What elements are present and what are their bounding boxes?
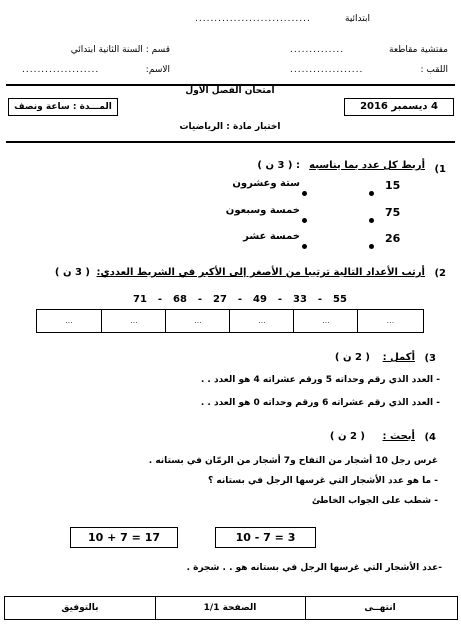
q1-word-3: خمسة عشر [243, 231, 300, 242]
strip-cell-5[interactable]: ... [293, 310, 358, 332]
q3-title [370, 352, 415, 363]
q4-number: 4) [424, 432, 436, 443]
q4-score: ( 2 ن ) [329, 431, 365, 442]
q3-line-2: - العدد الذي رقم عشراته 6 ورقم وحداته 0 هو العدد . . [200, 398, 440, 408]
school-label: ابتدائية [345, 14, 370, 24]
equation-left: 10 + 7 = 17 [87, 531, 161, 544]
q2-number: 2) [434, 268, 446, 279]
name-label: الاسم: [145, 65, 170, 75]
q1-score: : ( 3 ن ) [257, 160, 300, 171]
subject-text: اختبار مادة : الرياضيات [179, 122, 281, 132]
q1-word-2: خمسة وسبعون [225, 205, 300, 216]
equation-right: 10 - 7 = 3 [235, 531, 296, 544]
bullet-icon [302, 218, 307, 223]
bullet-icon [369, 244, 374, 249]
q2-title-text: أرتب الأعداد التالية ترتيبا من الأصغر إلى الأكبر في الشريط العددي: [96, 267, 425, 278]
bullet-icon [302, 191, 307, 196]
equation-box-left[interactable] [70, 527, 178, 548]
subject-divider [6, 141, 455, 143]
q3-line-1: - العدد الذي رقم وحداته 5 ورقم عشراته 4 هو العدد . . [200, 375, 440, 385]
q4-line-4: -عدد الأشجار التي غرسها الرجل في بستانه هو . . شجرة . [186, 563, 442, 573]
strip-cell-4[interactable]: ... [229, 310, 294, 332]
footer-box [4, 596, 458, 620]
q1-number: 1) [434, 164, 446, 175]
q1-number-3: 26 [385, 232, 401, 245]
inspectorate-dots: .............. [290, 45, 345, 55]
bullet-icon [369, 218, 374, 223]
q1-bullet-w1 [302, 183, 307, 202]
strip-cell-6[interactable]: ... [357, 310, 423, 332]
q1-bullet-3 [369, 236, 374, 255]
q1-word-1: ستة وعشرون [232, 178, 300, 189]
bullet-icon [302, 244, 307, 249]
duration-box [8, 98, 118, 116]
q1-title [300, 160, 425, 171]
q4-line-1: غرس رجل 10 أشجار من التفاح و7 أشجار من الرمّان في بستانه . [148, 456, 438, 466]
strip-cell-3[interactable]: ... [165, 310, 230, 332]
q1-bullet-2 [369, 210, 374, 229]
equation-box-right[interactable] [215, 527, 316, 548]
q1-bullet-1 [369, 183, 374, 202]
q4-title [365, 431, 415, 442]
number-strip [36, 309, 424, 333]
bullet-icon [369, 191, 374, 196]
q3-number: 3) [424, 353, 436, 364]
q2-title [90, 267, 425, 278]
surname-dots: ................... [290, 65, 364, 75]
q2-sequence: 71 - 68 - 27 - 49 - 33 - 55 [133, 294, 347, 305]
name-dots: .................... [22, 65, 100, 75]
q3-score: ( 2 ن ) [334, 352, 370, 363]
q4-line-3: - شطب على الجواب الخاطئ [311, 496, 438, 506]
q1-bullet-w2 [302, 210, 307, 229]
q1-title-text: أربط كل عدد بما يناسبه [309, 160, 425, 171]
footer-luck: بالتوفيق [61, 603, 99, 613]
footer-page: الصفحة 1/1 [203, 603, 257, 613]
date-box [344, 98, 454, 116]
inspectorate-label: مفتشية مقاطعة [389, 45, 448, 55]
strip-cell-2[interactable]: ... [101, 310, 166, 332]
duration-text: المـــدة : ساعة ونصف [14, 102, 112, 112]
q3-title-text: أكمل : [382, 352, 415, 363]
exam-title: امتحان الفصل الأول [185, 86, 275, 96]
date-text: 4 ديسمبر 2016 [360, 101, 438, 112]
section-label: قسم : السنة الثانية ابتدائي [70, 45, 170, 55]
q1-number-1: 15 [385, 179, 401, 192]
footer-end: انتهــى [364, 603, 396, 613]
surname-label: اللقب : [420, 65, 448, 75]
q1-number-2: 75 [385, 206, 401, 219]
q1-bullet-w3 [302, 236, 307, 255]
school-dots: .............................. [195, 14, 311, 24]
q4-title-text: أبحث : [382, 431, 415, 442]
q2-score: ( 3 ن ) [54, 267, 90, 278]
q4-line-2: - ما هو عدد الأشجار التي غرسها الرجل في بستانه ؟ [208, 476, 438, 486]
strip-cell-1[interactable]: ... [65, 316, 73, 325]
